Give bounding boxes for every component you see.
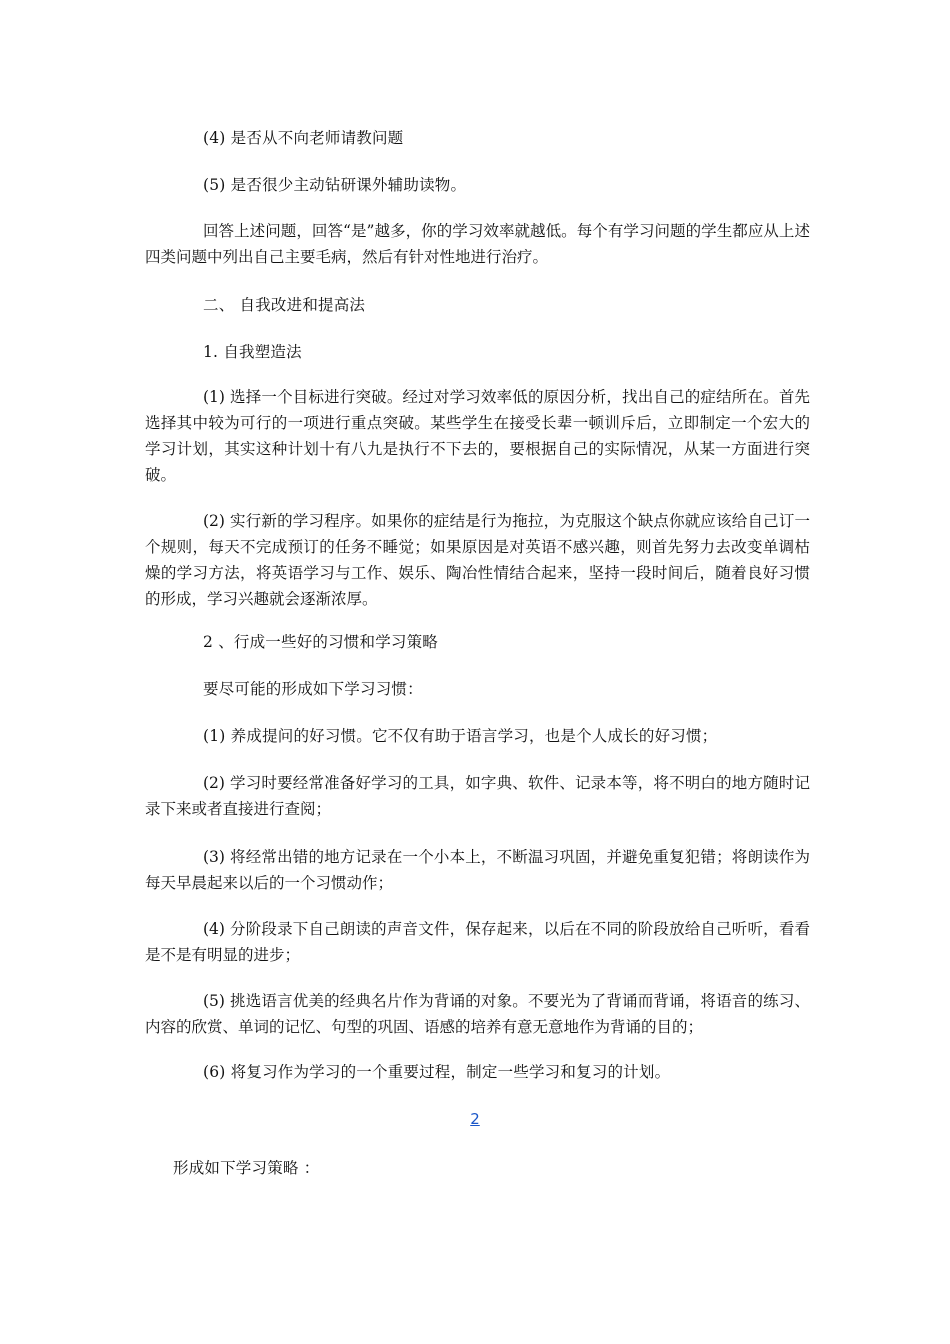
paragraph-target-breakthrough xyxy=(145,384,810,488)
habit-5-paragraph xyxy=(145,988,810,1040)
section-heading-2: 二、 自我改进和提高法 xyxy=(203,296,366,314)
paragraph-text: (1) 选择一个目标进行突破。经过对学习效率低的原因分析，找出自己的症结所在。首先选择其中较为可行的一项进行重点突破。某些学生在接受长辈一顿训斥后，立即制定一个宏大的学习计划，其实这种计划十有八九是执行不下去的，要根据自己的实际情况，从某一方面进行突破。 xyxy=(145,388,810,484)
habit-5: (5) 挑选语言优美的经典名片作为背诵的对象。不要光为了背诵而背诵，将语音的练习、内容的欣赏、单词的记忆、句型的巩固、语感的培养有意无意地作为背诵的目的； xyxy=(145,992,810,1036)
habit-6: (6) 将复习作为学习的一个重要过程，制定一些学习和复习的计划。 xyxy=(203,1063,671,1081)
summary-paragraph xyxy=(145,218,810,270)
habit-1: (1) 养成提问的好习惯。它不仅有助于语言学习，也是个人成长的好习惯； xyxy=(203,727,718,745)
summary-text: 回答上述问题，回答“是”越多，你的学习效率就越低。每个有学习问题的学生都应从上述四类问题中列出自己主要毛病，然后有针对性地进行治疗。 xyxy=(145,222,810,266)
paragraph-text: (2) 实行新的学习程序。如果你的症结是行为拖拉，为克服这个缺点你就应该给自己订一个规则，每天不完成预订的任务不睡觉；如果原因是对英语不感兴趣，则首先努力去改变单调枯燥的学习方法，将英语学习与工作、娱乐、陶冶性情结合起来，坚持一段时间后，随着良好习惯的形成，学习兴趣就会逐渐浓厚。 xyxy=(145,512,810,608)
habit-4: (4) 分阶段录下自己朗读的声音文件，保存起来，以后在不同的阶段放给自己听听，看看是不是有明显的进步； xyxy=(145,920,810,964)
habits-intro: 要尽可能的形成如下学习习惯： xyxy=(203,680,423,698)
subheading-self-shaping: 1. 自我塑造法 xyxy=(203,343,302,361)
habit-3: (3) 将经常出错的地方记录在一个小本上，不断温习巩固，并避免重复犯错；将朗读作为每天早晨起来以后的一个习惯动作； xyxy=(145,848,810,892)
habit-4-paragraph xyxy=(145,916,810,968)
question-4: (4) 是否从不向老师请教问题 xyxy=(203,129,404,147)
strategy-heading: 形成如下学习策略 ： xyxy=(173,1159,320,1177)
habit-3-paragraph xyxy=(145,844,810,896)
page-number-link[interactable]: 2 xyxy=(470,1110,480,1128)
habit-2: (2) 学习时要经常准备好学习的工具，如字典、软件、记录本等，将不明白的地方随时记录下来或者直接进行查阅； xyxy=(145,774,810,818)
subheading-good-habits: 2 、行成一些好的习惯和学习策略 xyxy=(203,633,438,651)
paragraph-new-procedure xyxy=(145,508,810,612)
habit-2-paragraph xyxy=(145,770,810,822)
question-5: (5) 是否很少主动钻研课外辅助读物。 xyxy=(203,176,467,194)
